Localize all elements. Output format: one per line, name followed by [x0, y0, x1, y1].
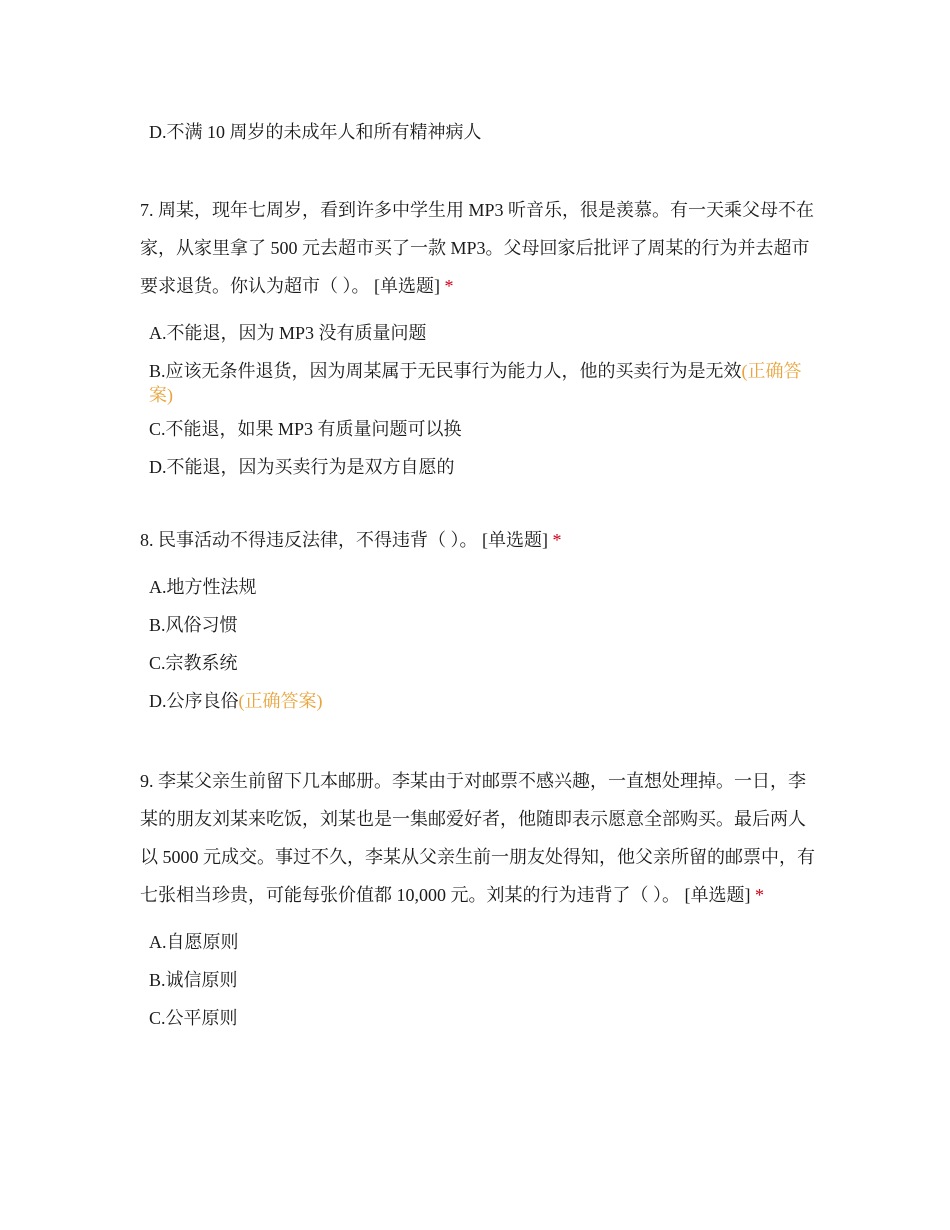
question-8-option-d [140, 689, 815, 713]
question-9-option-a: A.自愿原则 [149, 932, 239, 952]
question-7-option-d: D.不能退，因为买卖行为是双方自愿的 [149, 457, 455, 477]
question-7-option-c: C.不能退，如果 MP3 有质量问题可以换 [149, 419, 462, 439]
question-9-prompt: 9. 李某父亲生前留下几本邮册。李某由于对邮票不感兴趣，一直想处理掉。一日，李某的朋友刘某来吃饭，刘某也是一集邮爱好者，他随即表示愿意全部购买。最后两人以 5000 元成交。事过不久，李某从父亲生前一朋友处得知，他父亲所留的邮票中，有七张相当珍贵，可能每张价值都 10,000 元。刘某的行为违背了（ ）。 [单选题] [140, 771, 815, 905]
question-6-options [140, 120, 815, 144]
question-9-option-b: B.诚信原则 [149, 970, 238, 990]
correct-answer-tag: (正确答案) [238, 691, 323, 711]
question-8-options [140, 575, 815, 713]
question-7-options [140, 321, 815, 479]
question-7-prompt: 7. 周某，现年七周岁，看到许多中学生用 MP3 听音乐，很是羡慕。有一天乘父母不在家，从家里拿了 500 元去超市买了一款 MP3。父母回家后批评了周某的行为并去超市要求退货。你认为超市（ ）。 [单选题] [140, 200, 815, 296]
required-mark: * [444, 276, 454, 296]
question-7-text [140, 191, 815, 305]
question-8-option-d-label: D.公序良俗 [149, 691, 239, 711]
question-7-option-b-label: B.应该无条件退货，因为周某属于无民事行为能力人，他的买卖行为是无效 [149, 361, 742, 381]
question-8-prompt: 8. 民事活动不得违反法律，不得违背（ ）。 [单选题] [140, 530, 548, 550]
question-9 [140, 762, 815, 1044]
question-6-tail [140, 120, 815, 158]
correct-answer-tag: (正确答案) [149, 361, 802, 405]
question-8-text [140, 521, 815, 559]
question-9-text [140, 762, 815, 914]
question-6-option-d: D.不满 10 周岁的未成年人和所有精神病人 [149, 122, 482, 142]
question-9-options [140, 930, 815, 1030]
question-8-option-c: C.宗教系统 [149, 653, 238, 673]
question-8-option-a: A.地方性法规 [149, 577, 257, 597]
question-8-option-b: B.风俗习惯 [149, 615, 238, 635]
question-8 [140, 521, 815, 727]
question-7-option-b [140, 359, 815, 407]
question-7 [140, 191, 815, 493]
question-7-option-a: A.不能退，因为 MP3 没有质量问题 [149, 323, 427, 343]
question-9-option-c: C.公平原则 [149, 1008, 238, 1028]
required-mark: * [552, 530, 562, 550]
required-mark: * [755, 885, 764, 905]
